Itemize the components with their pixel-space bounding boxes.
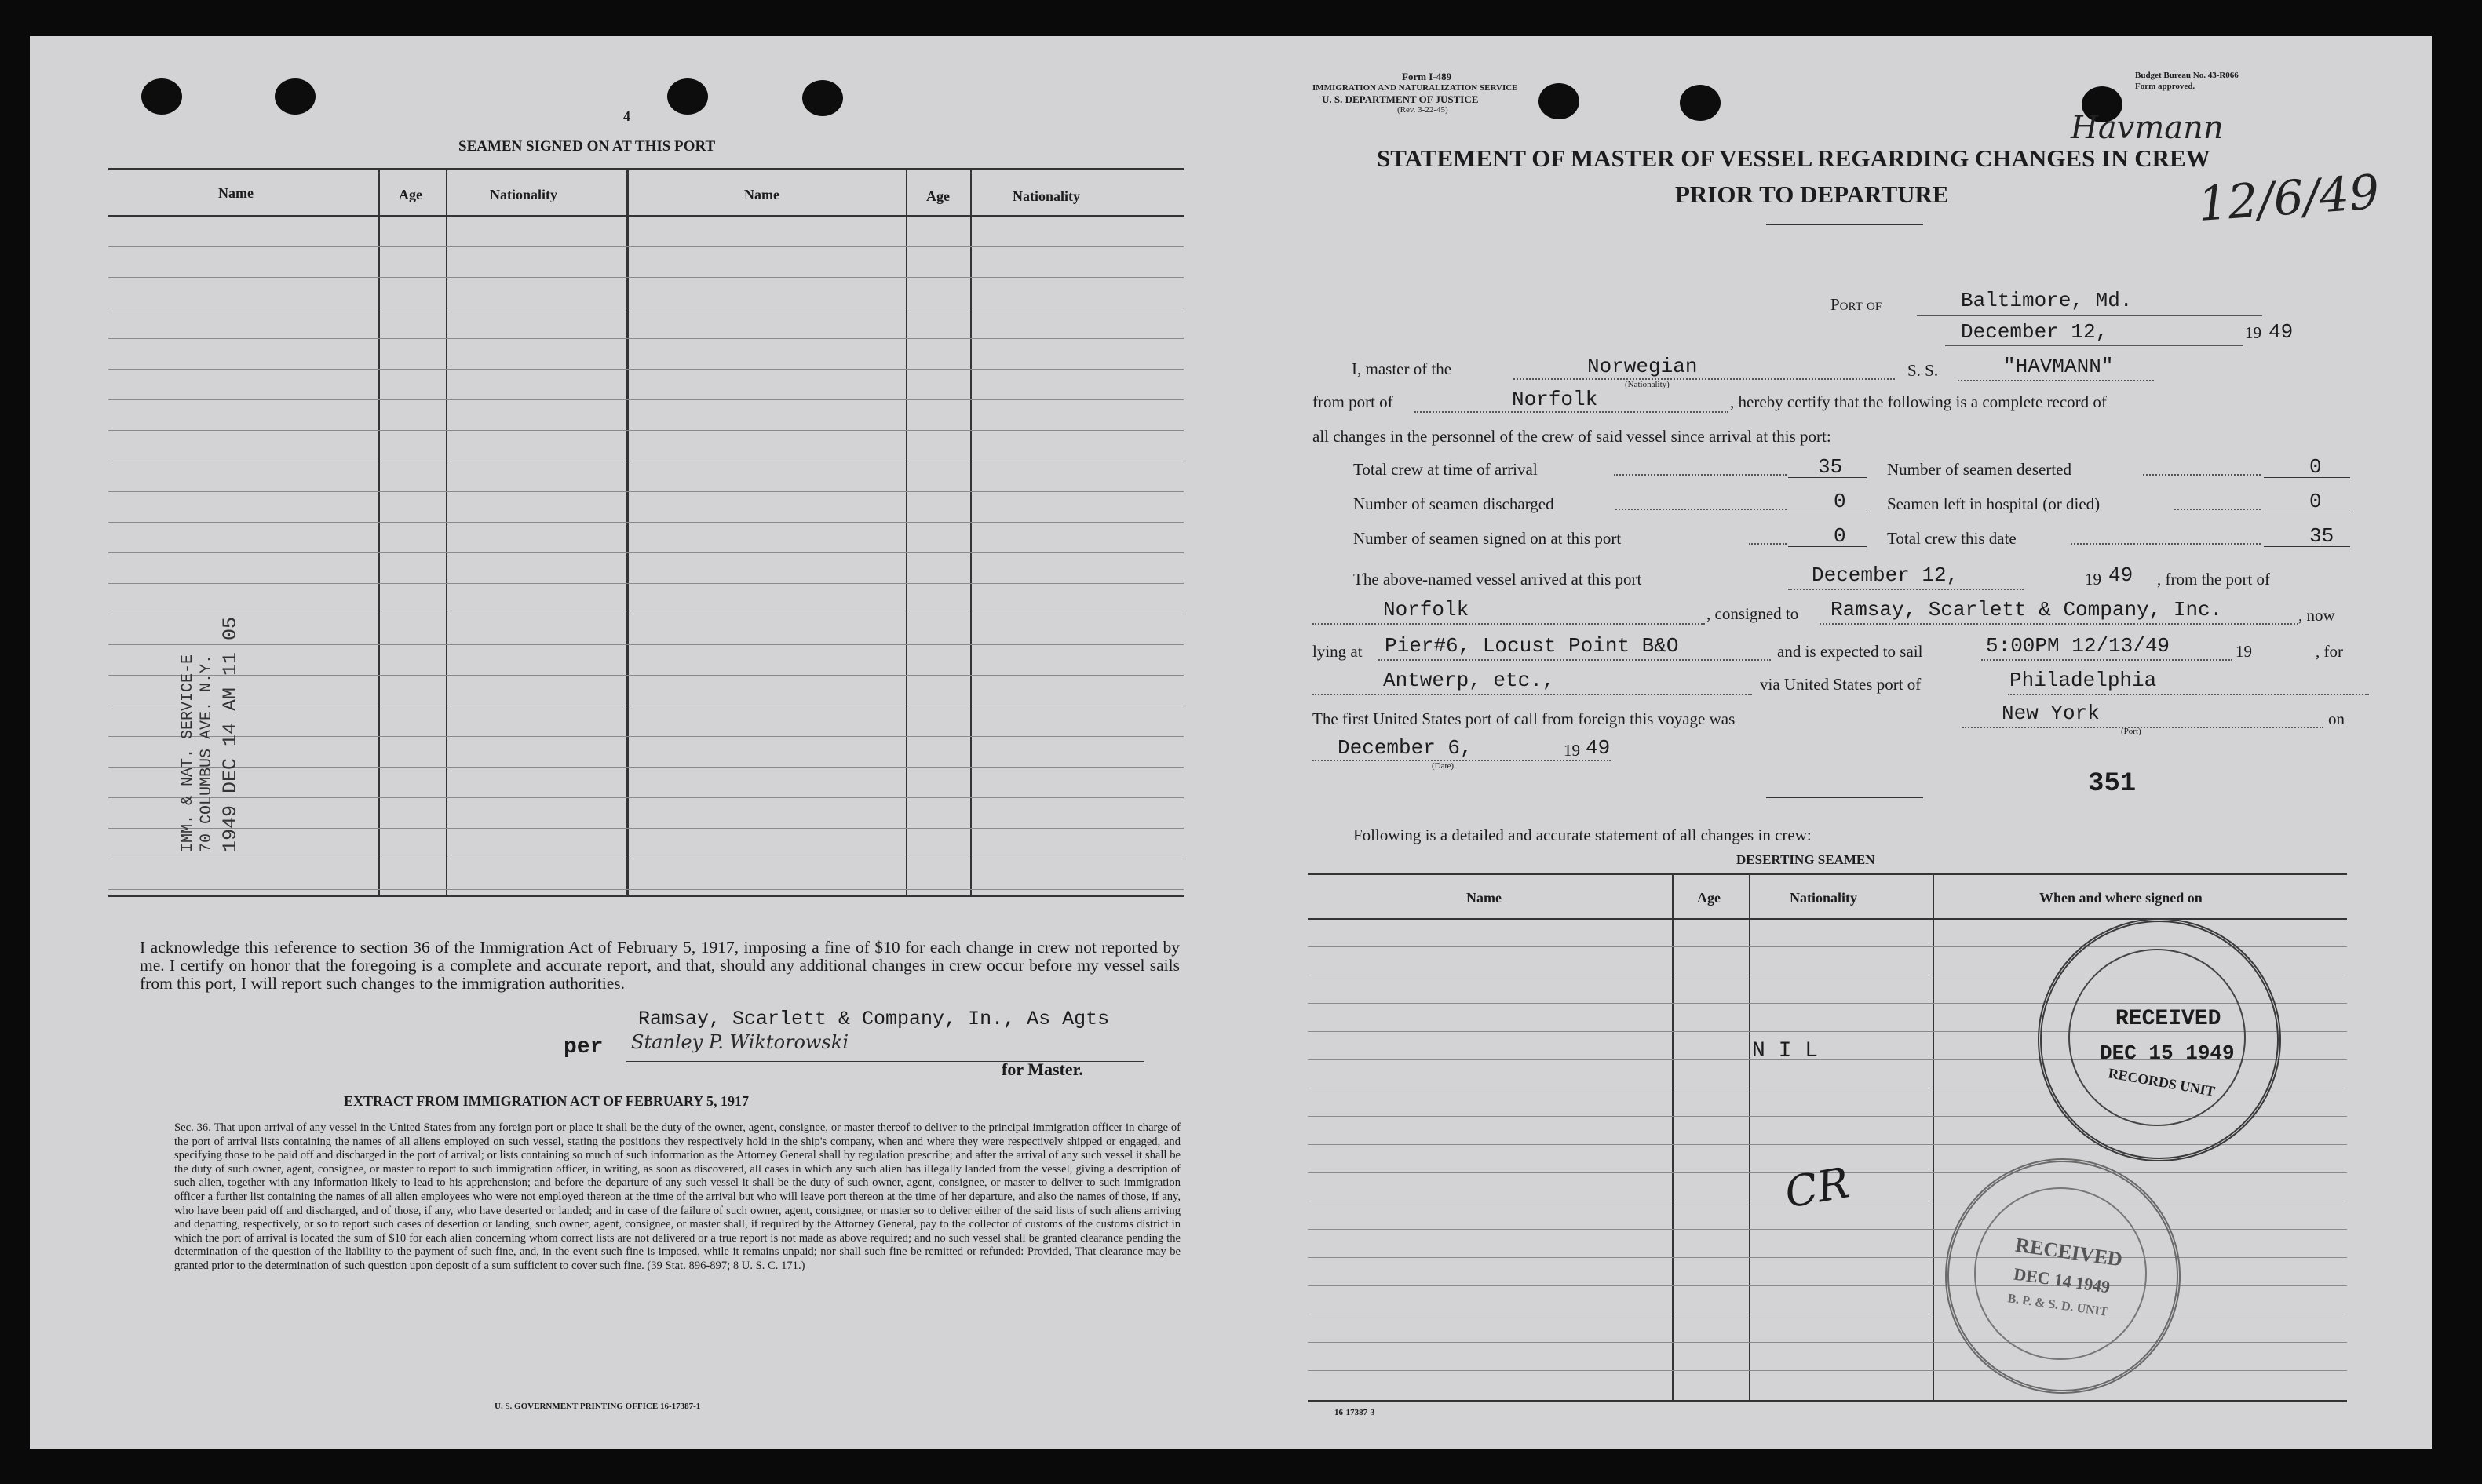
table-rule: [108, 491, 1184, 492]
printing-office: U. S. GOVERNMENT PRINTING OFFICE 16-17387-1: [495, 1402, 701, 1411]
via-port: Philadelphia: [2009, 669, 2157, 692]
port-of-value: Baltimore, Md.: [1961, 289, 2133, 312]
first-call-label: The first United States port of call from foreign this voyage was: [1312, 709, 1736, 728]
arrived-from: Norfolk: [1383, 598, 1469, 622]
col-name: Name: [218, 185, 254, 201]
col-when-where: When and where signed on: [2039, 890, 2203, 906]
stat-total-arrival: 35: [1818, 455, 1843, 479]
arrived-date: December 12,: [1812, 563, 1959, 587]
left-heading: SEAMEN SIGNED ON AT THIS PORT: [458, 138, 716, 155]
arrived-label: The above-named vessel arrived at this port: [1353, 570, 1642, 589]
table-rule: [108, 583, 1184, 584]
received-stamp-records-unit: RECEIVED DEC 15 1949 RECORDS UNIT: [2038, 918, 2281, 1161]
stat-total-date-label: Total crew this date: [1887, 529, 2017, 548]
following-text: Following is a detailed and accurate statement of all changes in crew:: [1353, 826, 1812, 844]
table-rule: [1308, 1229, 2347, 1230]
port-of-label: Port of: [1830, 295, 1882, 314]
master-of-label: I, master of the: [1352, 359, 1452, 378]
expected-label: and is expected to sail: [1777, 642, 1923, 661]
nil-entry: N I L: [1752, 1039, 1819, 1063]
col-age: Age: [1697, 890, 1721, 906]
table-rule: [108, 246, 1184, 247]
statement-year: 49: [2268, 320, 2294, 344]
table-rule: [108, 736, 1184, 737]
date-caption: (Date): [1432, 761, 1455, 771]
table-rule: [108, 399, 1184, 400]
stat-discharged: 0: [1834, 490, 1846, 513]
col-name: Name: [1466, 890, 1502, 906]
page-number: 4: [623, 108, 630, 124]
stat-hospital-label: Seamen left in hospital (or died): [1887, 494, 2101, 513]
agency-line: U. S. DEPARTMENT OF JUSTICE: [1322, 93, 1479, 105]
punch-hole: [1538, 83, 1579, 119]
for-label: , for: [2316, 642, 2343, 661]
on-label: on: [2328, 709, 2345, 728]
handwritten-initials: CR: [1781, 1158, 1853, 1218]
first-port: New York: [2002, 702, 2100, 725]
punch-hole: [275, 78, 316, 115]
table-rule: [108, 552, 1184, 553]
table-rule: [1308, 1257, 2347, 1258]
statement-date: December 12,: [1961, 320, 2108, 344]
from-port-label: from port of: [1312, 392, 1393, 411]
year-prefix: 19: [1564, 741, 1580, 760]
table-rule: [1308, 1342, 2347, 1343]
table-rule: [108, 797, 1184, 798]
handwritten-date: 12/6/49: [2195, 165, 2382, 232]
table-rule: [108, 675, 1184, 676]
table-rule: [108, 644, 1184, 645]
footer-code: 16-17387-3: [1334, 1408, 1375, 1417]
all-changes-text: all changes in the personnel of the crew of said vessel since arrival at this port:: [1312, 427, 1831, 446]
col-nationality: Nationality: [490, 187, 558, 202]
arrived-year: 49: [2108, 563, 2133, 587]
via-label: via United States port of: [1760, 675, 1922, 694]
punch-hole: [1680, 85, 1721, 121]
received-stamp-bp-unit: RECEIVED DEC 14 1949 B. P. & S. D. UNIT: [1945, 1158, 2181, 1394]
stat-deserted-label: Number of seamen deserted: [1887, 460, 2071, 479]
lying-at: Pier#6, Locust Point B&O: [1385, 634, 1679, 658]
punch-hole: [141, 78, 182, 115]
received-stamp-vertical: IMM. & NAT. SERVICE-E 70 COLUMBUS AVE. N.Y. 1949 DEC 14 AM 11 05: [179, 616, 242, 852]
for-master: for Master.: [1002, 1059, 1083, 1079]
per-label: per: [564, 1035, 604, 1059]
table-rule: [108, 430, 1184, 431]
consigned-label: , consigned to: [1706, 604, 1799, 623]
budget-bureau: Form approved.: [2135, 82, 2195, 91]
first-year: 49: [1586, 736, 1611, 760]
ss-label: S. S.: [1907, 361, 1939, 380]
stat-total-arrival-label: Total crew at time of arrival: [1353, 460, 1538, 479]
port-caption: (Port): [2121, 727, 2141, 736]
nationality-caption: (Nationality): [1625, 380, 1670, 389]
col-age: Age: [399, 187, 422, 202]
statute-text: Sec. 36. That upon arrival of any vessel in the United States from any foreign port or place it shall be the duty of the owner, agent, consignee, or master thereof to deliver to the principal immigration officer in charge of the port of arrival lists containing the names of all aliens employed on such vessel, stating the positions they respectively hold in the ship's company, when and where they were respectively shipped or engaged, and specifying those to be paid off and discharged in the port of arrival; or lists containing so much of such information as the Attorney General shall by regulation prescribe; and after the arrival of any such vessel it shall be the duty of such owner, agent, consignee, or master to report to such immigration officer, in writing, as soon as discovered, all cases in which any such alien has illegally landed from the vessel, giving a description of such alien, together with any information likely to lead to his apprehension; and before the departure of any such vessel it shall be the duty of such owner, agent, consignee, or master to deliver to such immigration officer a further list containing the names of all alien employees who were not employed thereon at the time of the arrival but who will leave port thereon at the time of her departure, and also the names of those, if any, who have been paid off and discharged, and of those, if any, who have deserted or landed; and in case of the failure of such owner, agent, consignee, or master so to deliver either of the said lists of such aliens arriving and departing, respectively, or so to report such cases of desertion or landing, such owner, agent, consignee, or master shall, if required by the Attorney General, pay to the collector of customs of the customs district in which the port of arrival is located the sum of $10 for each alien concerning whom correct lists are not delivered or a true report is not made as above required; and no such vessel shall be granted clearance pending the determination of the question of the liability to the payment of such fine, and, in the event such fine is imposed, while it remains unpaid; nor shall such fine be remitted or refunded: Provided, That clearance may be granted prior to the determination of such question upon deposit of a sum sufficient to cover such fine. (39 Stat. 896-897; 8 U. S. C. 171.): [174, 1121, 1181, 1272]
table-rule: [108, 767, 1184, 768]
stat-hospital: 0: [2309, 490, 2322, 513]
punch-hole: [802, 80, 843, 116]
extract-title: EXTRACT FROM IMMIGRATION ACT OF FEBRUARY 5, 1917: [344, 1093, 750, 1109]
table-rule: [108, 338, 1184, 339]
agency-line: IMMIGRATION AND NATURALIZATION SERVICE: [1312, 83, 1518, 93]
col-nationality: Nationality: [1013, 188, 1081, 204]
from-port-value: Norfolk: [1512, 388, 1598, 411]
punch-hole: [667, 78, 708, 115]
form-title: STATEMENT OF MASTER OF VESSEL REGARDING CHANGES IN CREW: [1377, 144, 2210, 172]
signature: Stanley P. Wiktorowski: [631, 1031, 849, 1053]
acknowledgement-text: I acknowledge this reference to section 36 of the Immigration Act of February 5, 1917, imposing a fine of $10 for each change in crew not reported by me. I certify on honor that the foregoing is a complete and accurate report, and that, should any additional changes in crew occur before my vessel sails from this port, I will report such changes to the immigration authorities.: [140, 938, 1180, 993]
stat-deserted: 0: [2309, 455, 2322, 479]
year-prefix: 19: [2085, 570, 2101, 589]
stat-signed-on: 0: [1834, 524, 1846, 548]
table-rule: [108, 828, 1184, 829]
from-port-of-label: , from the port of: [2157, 570, 2271, 589]
stat-signed-on-label: Number of seamen signed on at this port: [1353, 529, 1622, 548]
col-nationality: Nationality: [1790, 890, 1858, 906]
destination: Antwerp, etc.,: [1383, 669, 1555, 692]
now-label: , now: [2298, 606, 2335, 625]
table-rule: [108, 522, 1184, 523]
deserting-heading: DESERTING SEAMEN: [1736, 852, 1875, 867]
year-prefix: 19: [2236, 642, 2252, 661]
stat-total-date: 35: [2309, 524, 2334, 548]
lying-label: lying at: [1312, 642, 1363, 661]
agent-line: Ramsay, Scarlett & Company, In., As Agts: [638, 1008, 1110, 1030]
stat-discharged-label: Number of seamen discharged: [1353, 494, 1554, 513]
sail-time: 5:00PM 12/13/49: [1986, 634, 2170, 658]
form-number: Form I-489: [1402, 71, 1452, 82]
table-rule: [108, 369, 1184, 370]
first-date: December 6,: [1338, 736, 1473, 760]
table-rule: [108, 277, 1184, 278]
year-prefix: 19: [2245, 323, 2261, 342]
consignee: Ramsay, Scarlett & Company, Inc.: [1830, 598, 2223, 622]
nationality-value: Norwegian: [1587, 355, 1698, 378]
budget-bureau: Budget Bureau No. 43-R066: [2135, 71, 2239, 80]
table-rule: [1308, 1285, 2347, 1286]
handwritten-name: Havmann: [2071, 110, 2224, 146]
table-rule: [108, 889, 1184, 890]
document-number: 351: [2088, 769, 2137, 799]
revision: (Rev. 3-22-45): [1397, 105, 1448, 115]
col-age: Age: [926, 188, 950, 204]
document-sheet: [30, 36, 2432, 1449]
vessel-name: "HAVMANN": [2003, 355, 2114, 378]
form-subtitle: PRIOR TO DEPARTURE: [1675, 180, 1949, 208]
col-name: Name: [744, 187, 779, 202]
table-rule: [1308, 1370, 2347, 1371]
certify-text: , hereby certify that the following is a complete record of: [1730, 392, 2107, 411]
